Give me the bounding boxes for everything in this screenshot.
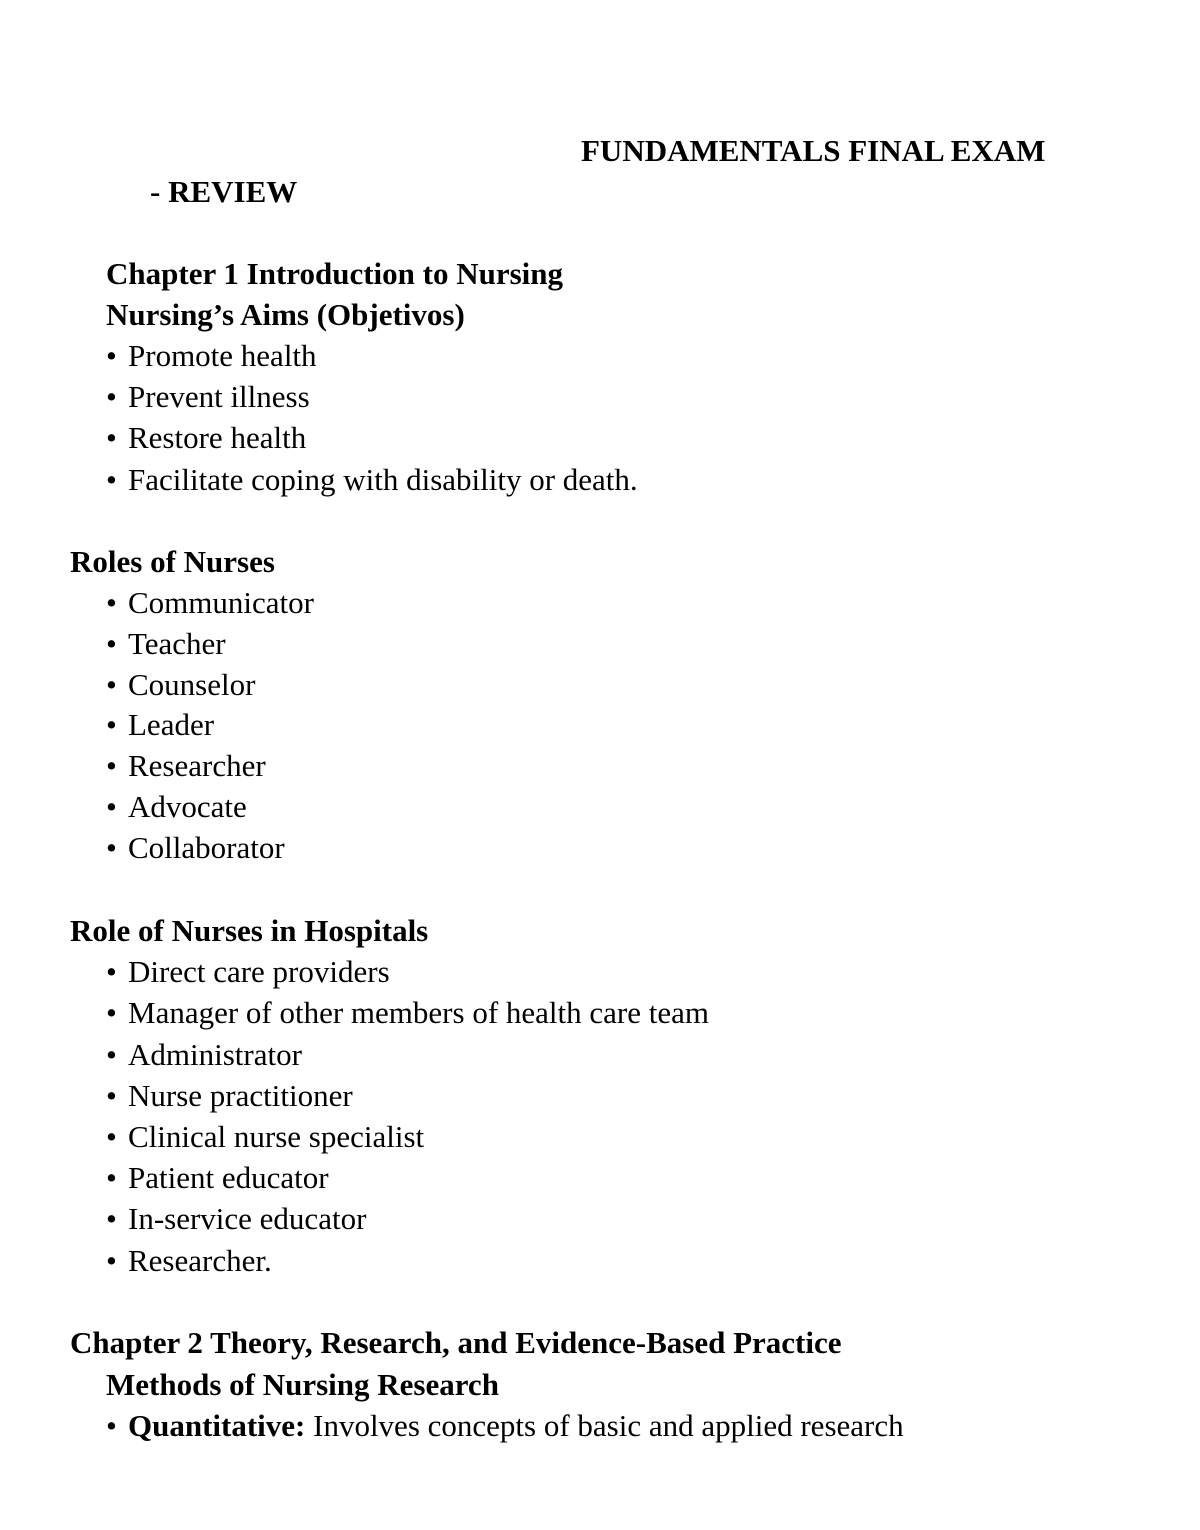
bullet-icon: •	[106, 995, 117, 1030]
list-item-text: Administrator	[128, 1037, 302, 1072]
list-item-text: Teacher	[128, 626, 226, 661]
list-item	[106, 1037, 302, 1073]
list-item	[106, 1160, 329, 1196]
list-item-text: Leader	[128, 707, 215, 742]
list-item	[106, 667, 255, 703]
bullet-icon: •	[106, 420, 117, 455]
hospital-roles-heading: Role of Nurses in Hospitals	[70, 913, 429, 948]
bullet-icon: •	[106, 1160, 117, 1195]
bullet-icon: •	[106, 626, 117, 661]
bullet-icon: •	[106, 585, 117, 620]
list-item-text: Patient educator	[128, 1160, 329, 1195]
bullet-icon: •	[106, 667, 117, 702]
list-item	[106, 1243, 272, 1279]
list-item-text: Counselor	[128, 667, 256, 702]
list-item	[106, 379, 310, 415]
bullet-icon: •	[106, 1037, 117, 1072]
roles-heading: Roles of Nurses	[70, 544, 275, 579]
bullet-icon: •	[106, 1408, 117, 1443]
list-item	[106, 338, 317, 374]
list-item	[106, 1078, 353, 1114]
bullet-icon: •	[106, 379, 117, 414]
list-item	[106, 1119, 424, 1155]
list-item-text: Clinical nurse specialist	[128, 1119, 425, 1154]
bullet-icon: •	[106, 1078, 117, 1113]
bullet-icon: •	[106, 1243, 117, 1278]
list-item-text: Prevent illness	[128, 379, 310, 414]
list-item	[106, 462, 638, 498]
list-item-text: Manager of other members of health care team	[128, 995, 709, 1030]
chapter-1-heading: Chapter 1 Introduction to Nursing	[106, 256, 564, 291]
list-item-text: Direct care providers	[128, 954, 390, 989]
list-item	[106, 626, 226, 662]
list-item-term: Quantitative:	[128, 1408, 306, 1443]
list-item-text: In-service educator	[128, 1201, 367, 1236]
bullet-icon: •	[106, 789, 117, 824]
bullet-icon: •	[106, 1119, 117, 1154]
list-item-text: Researcher.	[128, 1243, 272, 1278]
list-item-text: Restore health	[128, 420, 307, 455]
list-item-text: Promote health	[128, 338, 317, 373]
document-title: FUNDAMENTALS FINAL EXAM	[581, 133, 1046, 168]
chapter-2-heading: Chapter 2 Theory, Research, and Evidence-Based Practice	[70, 1325, 842, 1360]
aims-heading: Nursing’s Aims (Objetivos)	[106, 297, 465, 332]
list-item-text: Advocate	[128, 789, 247, 824]
bullet-icon: •	[106, 338, 117, 373]
list-item	[106, 995, 709, 1031]
list-item	[106, 707, 214, 743]
list-item-text: Nurse practitioner	[128, 1078, 353, 1113]
list-item	[106, 1408, 904, 1444]
list-item	[106, 789, 247, 825]
list-item	[106, 1201, 366, 1237]
list-item-text: Involves concepts of basic and applied research	[305, 1408, 904, 1443]
list-item-text: Collaborator	[128, 830, 285, 865]
methods-heading: Methods of Nursing Research	[106, 1367, 499, 1402]
list-item-text: Communicator	[128, 585, 314, 620]
list-item-text: Facilitate coping with disability or death.	[128, 462, 638, 497]
list-item	[106, 585, 314, 621]
bullet-icon: •	[106, 1201, 117, 1236]
list-item	[106, 748, 266, 784]
bullet-icon: •	[106, 748, 117, 783]
list-item-text: Researcher	[128, 748, 266, 783]
list-item	[106, 954, 390, 990]
bullet-icon: •	[106, 830, 117, 865]
bullet-icon: •	[106, 462, 117, 497]
document-subtitle: - REVIEW	[150, 174, 298, 209]
bullet-icon: •	[106, 954, 117, 989]
bullet-icon: •	[106, 707, 117, 742]
list-item	[106, 830, 285, 866]
list-item	[106, 420, 306, 456]
